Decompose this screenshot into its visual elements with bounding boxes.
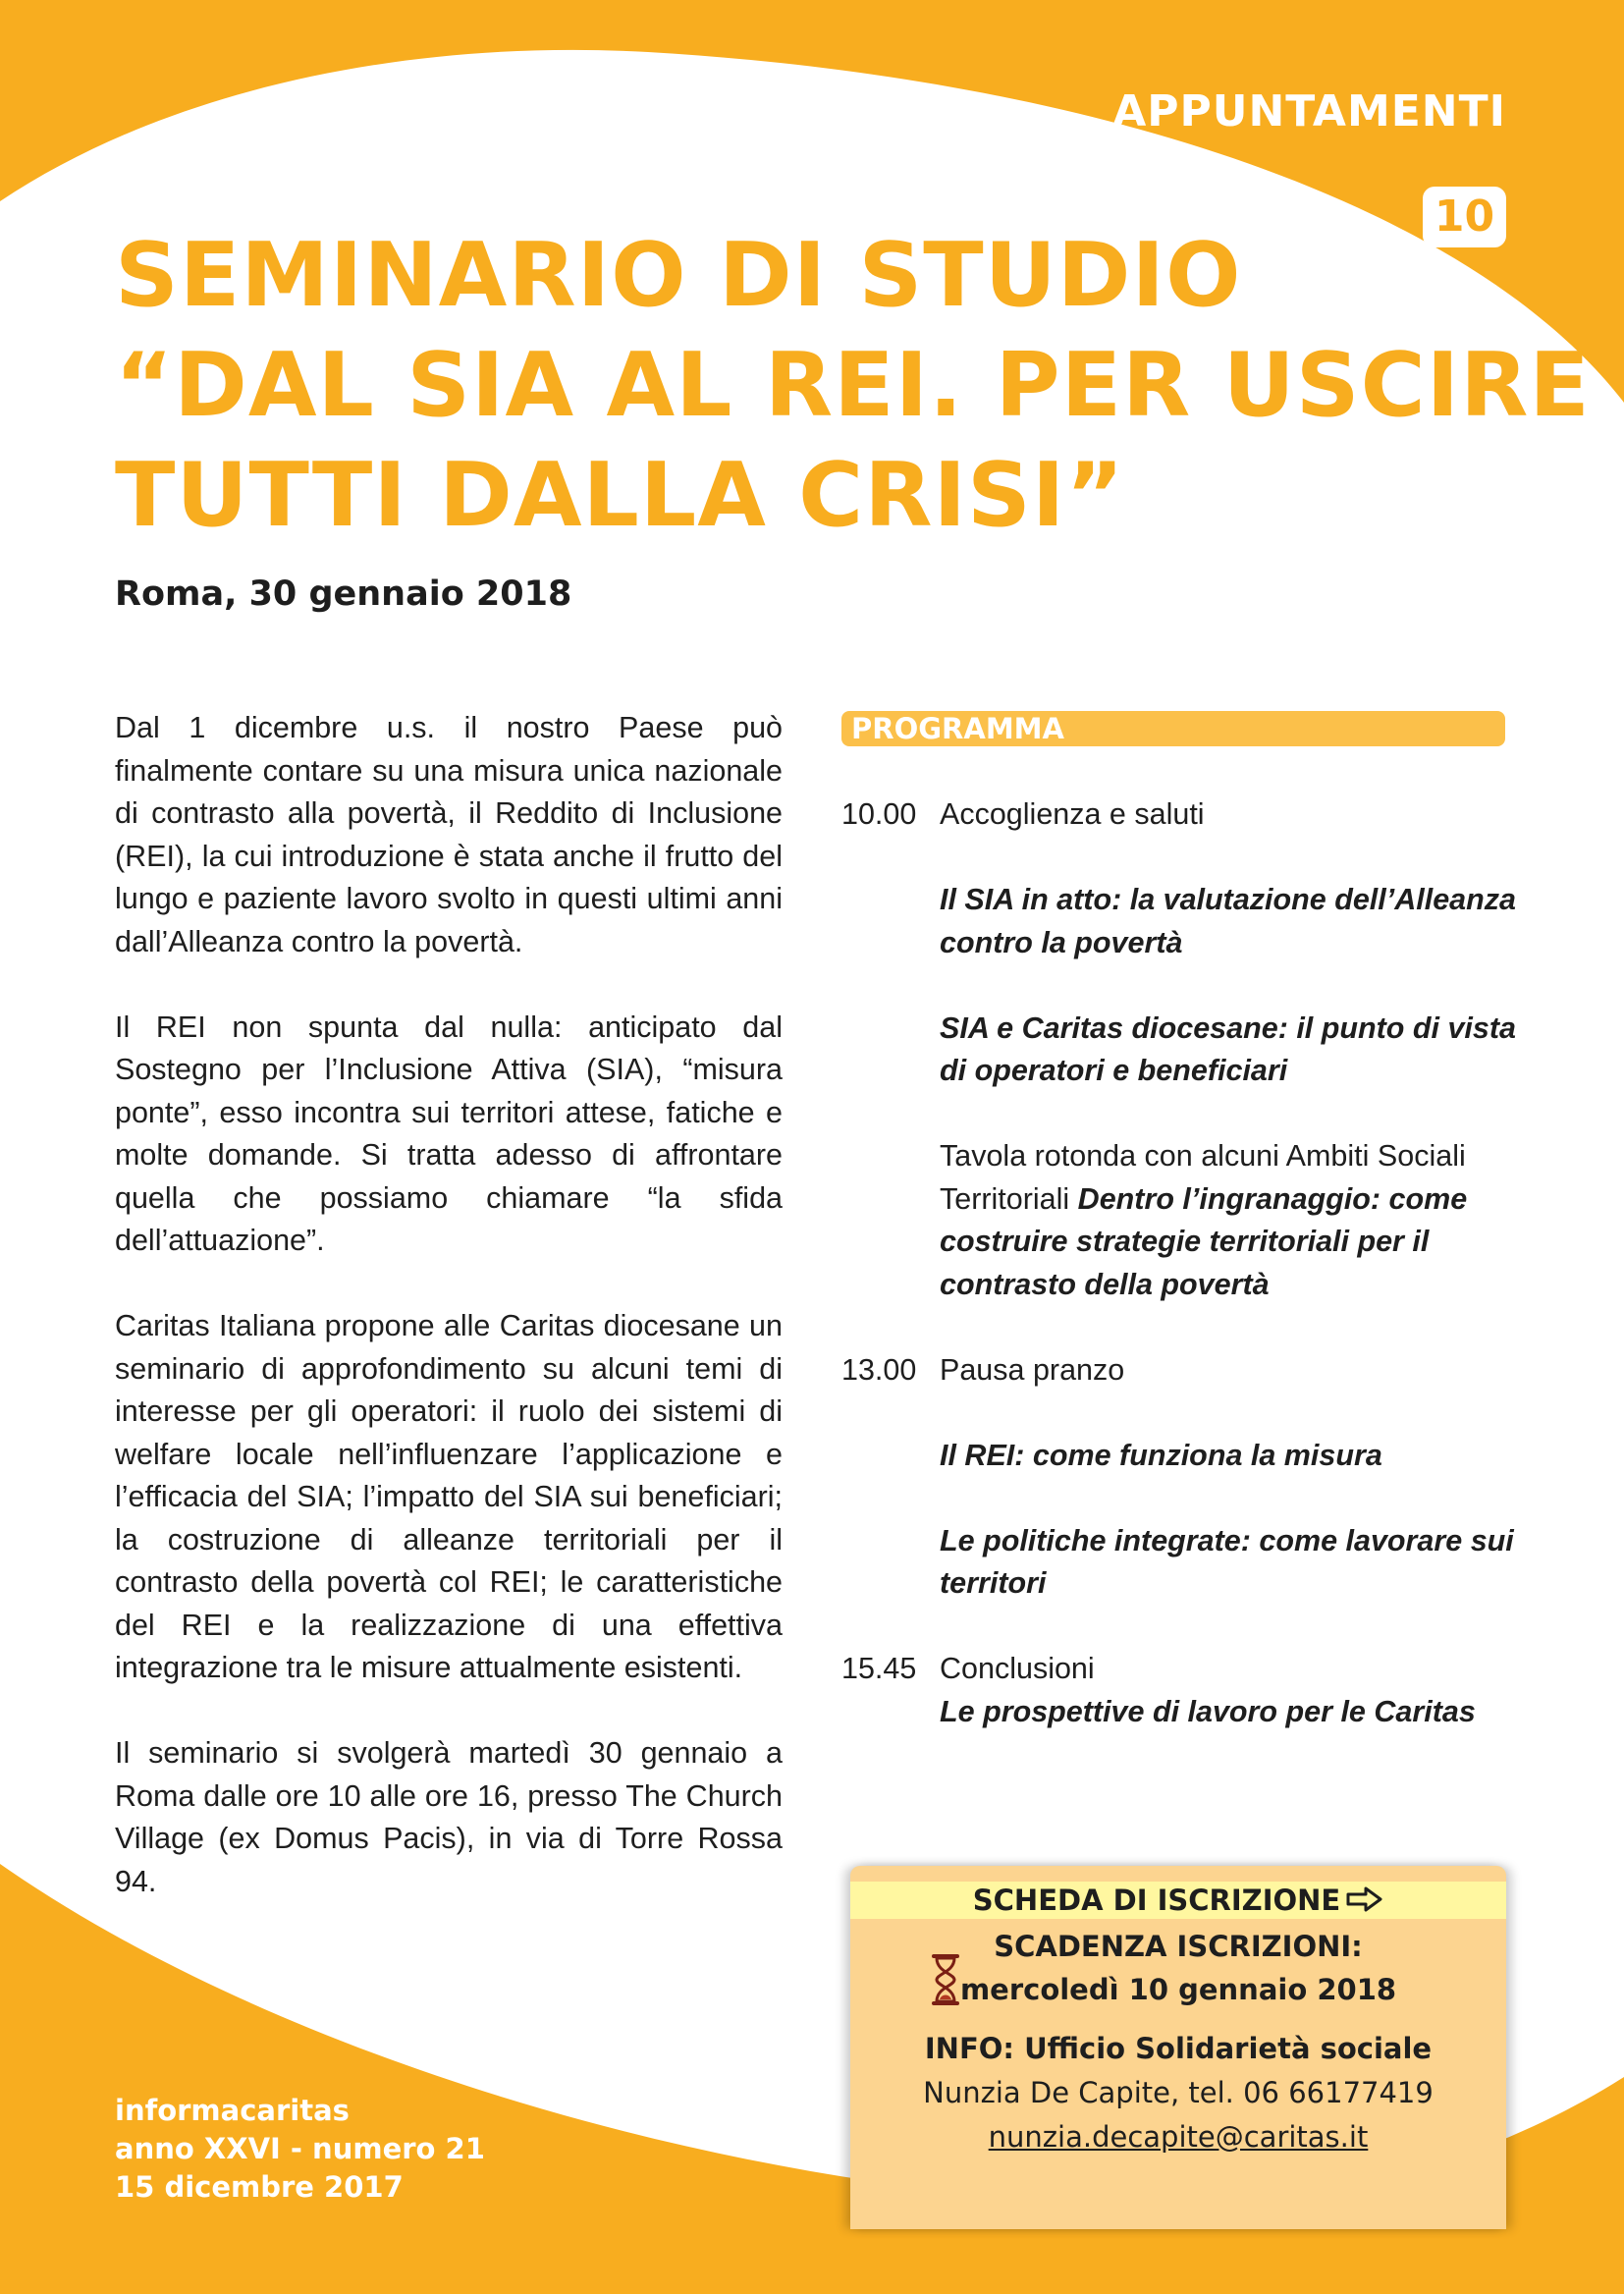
agenda-item-plain: Tavola rotonda con alcuni Ambiti Sociali Territoriali — [940, 1139, 1466, 1216]
agenda-item: Il REI: come funziona la misura — [940, 1438, 1382, 1472]
page-title — [115, 221, 1591, 551]
agenda-time: 15.45 — [841, 1652, 917, 1685]
agenda-item-title: Dentro l’ingranaggio: come costruire strategie territoriali per il contrasto della povertà — [940, 1181, 1468, 1301]
agenda-items — [940, 1349, 1519, 1649]
agenda-block — [841, 1349, 1519, 1649]
paragraph: Il seminario si svolgerà martedì 30 gennaio a Roma dalle ore 10 alle ore 16, presso The Church Village (ex Domus Pacis), in via di Torre Rossa 94. — [115, 1736, 783, 1898]
contact-info — [850, 2027, 1506, 2159]
agenda-item: Conclusioni — [940, 1652, 1095, 1685]
agenda-block — [841, 793, 1519, 1349]
agenda-items — [940, 1648, 1519, 1733]
arrow-right-icon — [1346, 1884, 1383, 1921]
title-line: SEMINARIO DI STUDIO — [115, 224, 1242, 327]
agenda-item: Accoglienza e saluti — [940, 797, 1205, 831]
agenda-item: Pausa pranzo — [940, 1352, 1125, 1387]
agenda-items — [940, 793, 1519, 1349]
deadline-label: SCADENZA ISCRIZIONI: — [994, 1930, 1363, 1963]
paragraph: Dal 1 dicembre u.s. il nostro Paese può finalmente contare su una misura unica nazionale di contrasto alla povertà, il Reddito di Inclusione (REI), la cui introduzione è stata anche il frutto del lungo e paziente lavoro svolto in questi ultimi anni dall’Alleanza contro la povertà. — [115, 711, 783, 958]
agenda-item: Le prospettive di lavoro per le Caritas — [940, 1694, 1476, 1728]
programme-header — [841, 711, 1505, 746]
registration-deadline — [850, 1925, 1506, 2011]
agenda-item — [940, 1135, 1519, 1306]
agenda-time: 10.00 — [841, 797, 917, 831]
programme-agenda — [841, 793, 1519, 1733]
agenda-item: Le politiche integrate: come lavorare sui territori — [940, 1523, 1514, 1600]
registration-form-label: SCHEDA DI ISCRIZIONE — [972, 1884, 1341, 1917]
section-label: APPUNTAMENTI — [1112, 86, 1506, 137]
agenda-block — [841, 1648, 1519, 1733]
paragraph: Il REI non spunta dal nulla: anticipato dal Sostegno per l’Inclusione Attiva (SIA), “misura ponte”, esso incontra sui territori attese, fatiche e molte domande. Si tratta adesso di affrontare quella che possiamo chiamare “la sfida dell’attuazione”. — [115, 1010, 783, 1257]
publication-issue: anno XXVI - numero 21 — [115, 2132, 485, 2165]
publication-name: informacaritas — [115, 2094, 350, 2127]
programme-label: PROGRAMMA — [851, 712, 1064, 745]
title-line: “DAL SIA AL REI. PER USCIRE — [115, 334, 1591, 437]
deadline-date: mercoledì 10 gennaio 2018 — [959, 1973, 1397, 2006]
registration-form-link[interactable] — [850, 1882, 1506, 1919]
title-line: TUTTI DALLA CRISI” — [115, 444, 1125, 547]
issue-number-badge: 10 — [1423, 187, 1506, 247]
agenda-item: Il SIA in atto: la valutazione dell’Alleanza contro la povertà — [940, 883, 1516, 959]
registration-box — [850, 1866, 1506, 2229]
contact-email-link[interactable]: nunzia.decapite@caritas.it — [988, 2120, 1369, 2154]
info-title: INFO: Ufficio Solidarietà sociale — [924, 2032, 1433, 2065]
intro-text — [115, 707, 783, 1946]
agenda-time: 13.00 — [841, 1352, 917, 1387]
event-location-date: Roma, 30 gennaio 2018 — [115, 574, 572, 614]
publication-footer — [115, 2092, 485, 2207]
publication-date: 15 dicembre 2017 — [115, 2170, 404, 2204]
contact-phone: Nunzia De Capite, tel. 06 66177419 — [923, 2076, 1434, 2109]
paragraph: Caritas Italiana propone alle Caritas diocesane un seminario di approfondimento su alcuni temi di interesse per gli operatori: il ruolo dei sistemi di welfare locale nell’influenzare l’applicazione e l’efficacia del SIA; l’impatto del SIA sui beneficiari; la costruzione di alleanze territoriali per il contrasto della povertà col REI; le caratteristiche del REI e la realizzazione di una effettiva integrazione tra le misure attualmente esistenti. — [115, 1309, 783, 1684]
agenda-item: SIA e Caritas diocesane: il punto di vista di operatori e beneficiari — [940, 1010, 1516, 1087]
